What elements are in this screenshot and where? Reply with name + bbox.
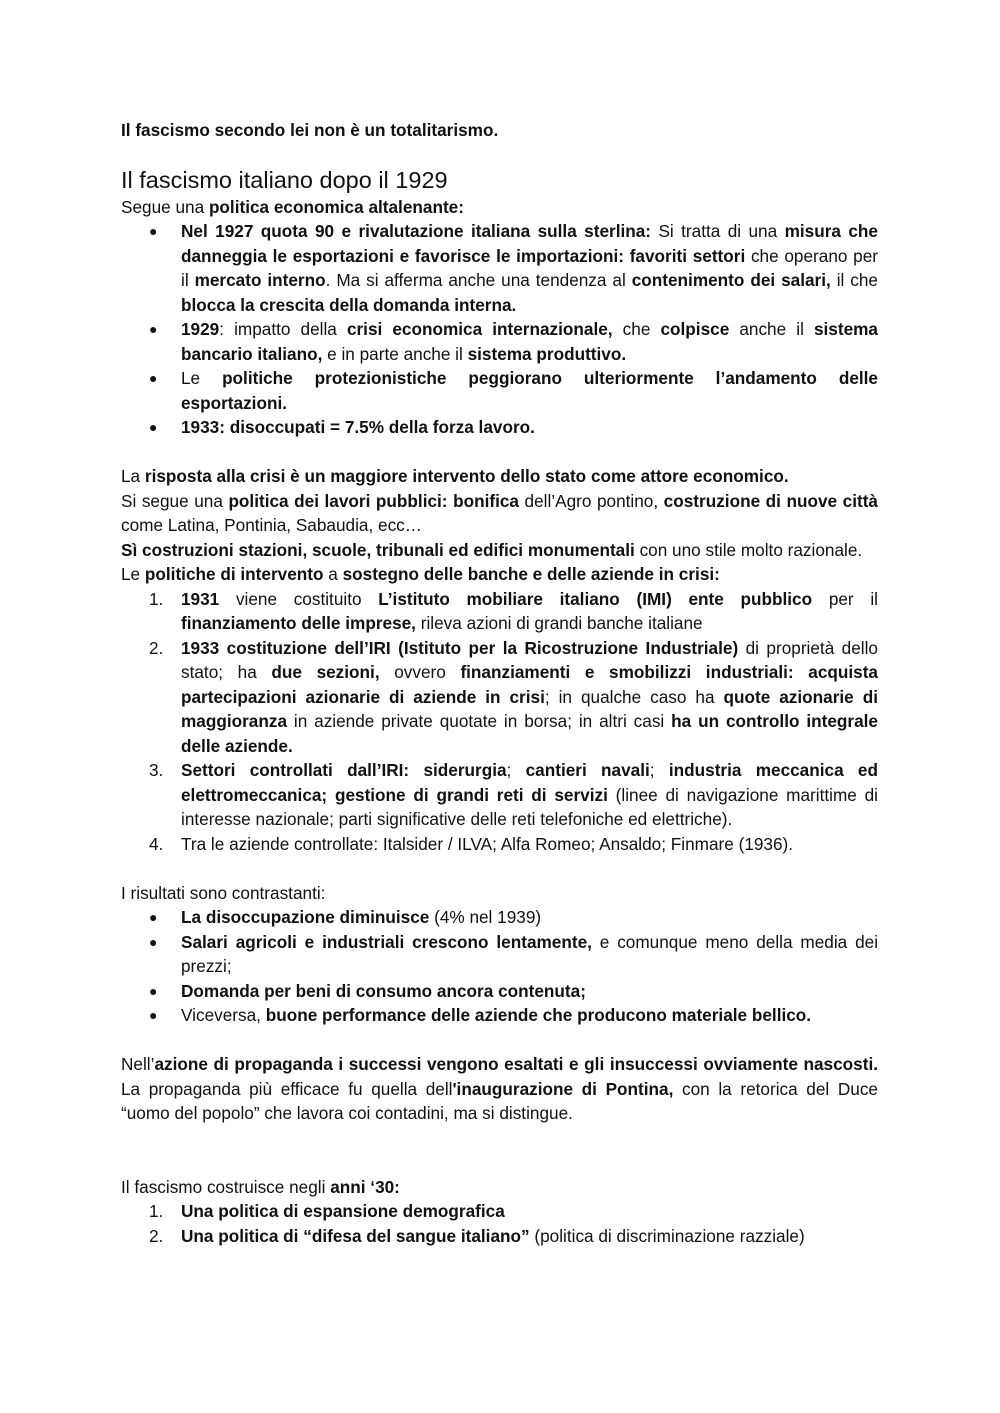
list-item: 1. 1931 viene costituito L’istituto mobiliare italiano (IMI) ente pubblico per il finanziamento delle imprese, rileva azioni di grandi banche italiane xyxy=(149,588,878,633)
list-item: 1. Una politica di espansione demografica xyxy=(121,1199,878,1224)
thirties-lead: Il fascismo costruisce negli anni ‘30: xyxy=(121,1176,400,1197)
bullet-icon: ● xyxy=(149,982,158,999)
list-number: 4. xyxy=(149,833,164,854)
bullet-icon: ● xyxy=(149,933,158,950)
results-lead: I risultati sono contrastanti: xyxy=(121,882,326,903)
list-item: 2. Una politica di “difesa del sangue italiano” (politica di discriminazione razziale) xyxy=(121,1224,878,1249)
public-works-paragraph: Si segue una politica dei lavori pubblici: bonifica dell’Agro pontino, costruzione di nuove città come Latina, Pontinia, Sabaudia, ecc… xyxy=(121,490,878,535)
bullet-icon: ● xyxy=(149,321,158,337)
section-heading: Il fascismo italiano dopo il 1929 xyxy=(121,166,448,193)
list-item: 4. Tra le aziende controllate: Italsider / ILVA; Alfa Romeo; Ansaldo; Finmare (1936). xyxy=(121,832,878,857)
list-item: ● Viceversa, buone performance delle aziende che producono materiale bellico. xyxy=(121,1003,878,1028)
bullet-icon: ● xyxy=(149,1007,158,1023)
list-item: ● Salari agricoli e industriali crescono lentamente, e comunque meno della media dei prezzi; xyxy=(149,931,879,976)
list-item: ● Nel 1927 quota 90 e rivalutazione italiana sulla sterlina: Si tratta di una misura che danneggia le esportazioni e favorisce le importazioni: favoriti settori che operano per il mercato interno. Ma si afferma anche una tendenza al contenimento dei salari, il che blocca la crescita della domanda interna. xyxy=(149,221,878,315)
list-item: ● Domanda per beni di consumo ancora contenuta; xyxy=(121,979,878,1004)
list-number: 1. xyxy=(149,588,164,609)
bullet-icon: ● xyxy=(149,909,158,925)
bullet-icon: ● xyxy=(149,419,158,435)
list-item: 3. Settori controllati dall’IRI: siderurgia; cantieri navali; industria meccanica ed elettromeccanica; gestione di grandi reti di servizi (linee di navigazione marittime di interesse nazionale; parti significative delle reti telefoniche ed elettriche). xyxy=(149,760,878,829)
economy-bullet-list xyxy=(121,219,878,440)
results-bullet-list xyxy=(121,905,878,1028)
list-number: 3. xyxy=(149,760,164,780)
buildings-paragraph: Sì costruzioni stazioni, scuole, tribunali ed edifici monumentali con uno stile molto razionale. xyxy=(121,539,863,560)
propaganda-paragraph: Nell’azione di propaganda i successi vengono esaltati e gli insuccessi ovviamente nascosti. La propaganda più efficace fu quella dell'inaugurazione di Pontina, con la retorica del Duce “uomo del popolo” che lavora coi contadini, ma si distingue. xyxy=(121,1054,878,1123)
list-number: 1. xyxy=(149,1201,164,1221)
interventions-list xyxy=(121,587,878,857)
response-paragraph: La risposta alla crisi è un maggiore intervento dello stato come attore economico. xyxy=(121,466,789,486)
interventions-lead: Le politiche di intervento a sostegno delle banche e delle aziende in crisi: xyxy=(121,564,720,584)
intro-line: Il fascismo secondo lei non è un totalitarismo. xyxy=(121,120,499,140)
bullet-icon: ● xyxy=(149,370,158,386)
list-item: ● 1929: impatto della crisi economica internazionale, che colpisce anche il sistema bancario italiano, e in parte anche il sistema produttivo. xyxy=(149,319,878,364)
list-item: ● 1933: disoccupati = 7.5% della forza lavoro. xyxy=(121,415,878,440)
list-number: 2. xyxy=(149,637,164,658)
economy-lead: Segue una politica economica altalenante: xyxy=(121,196,464,217)
list-number: 2. xyxy=(149,1225,164,1246)
list-item: 2. 1933 costituzione dell’IRI (Istituto per la Ricostruzione Industriale) di proprietà dello stato; ha due sezioni, ovvero finanziamenti e smobilizzi industriali: acquista partecipazioni azionarie di aziende in crisi; in qualche caso ha quote azionarie di maggioranza in aziende private quotate in borsa; in altri casi ha un controllo integrale delle aziende. xyxy=(149,637,878,756)
list-item: ● Le politiche protezionistiche peggiorano ulteriormente l’andamento delle esportazioni. xyxy=(149,368,878,413)
bullet-icon: ● xyxy=(149,223,158,239)
thirties-list xyxy=(121,1199,878,1248)
list-item: ● La disoccupazione diminuisce (4% nel 1939) xyxy=(121,905,878,930)
